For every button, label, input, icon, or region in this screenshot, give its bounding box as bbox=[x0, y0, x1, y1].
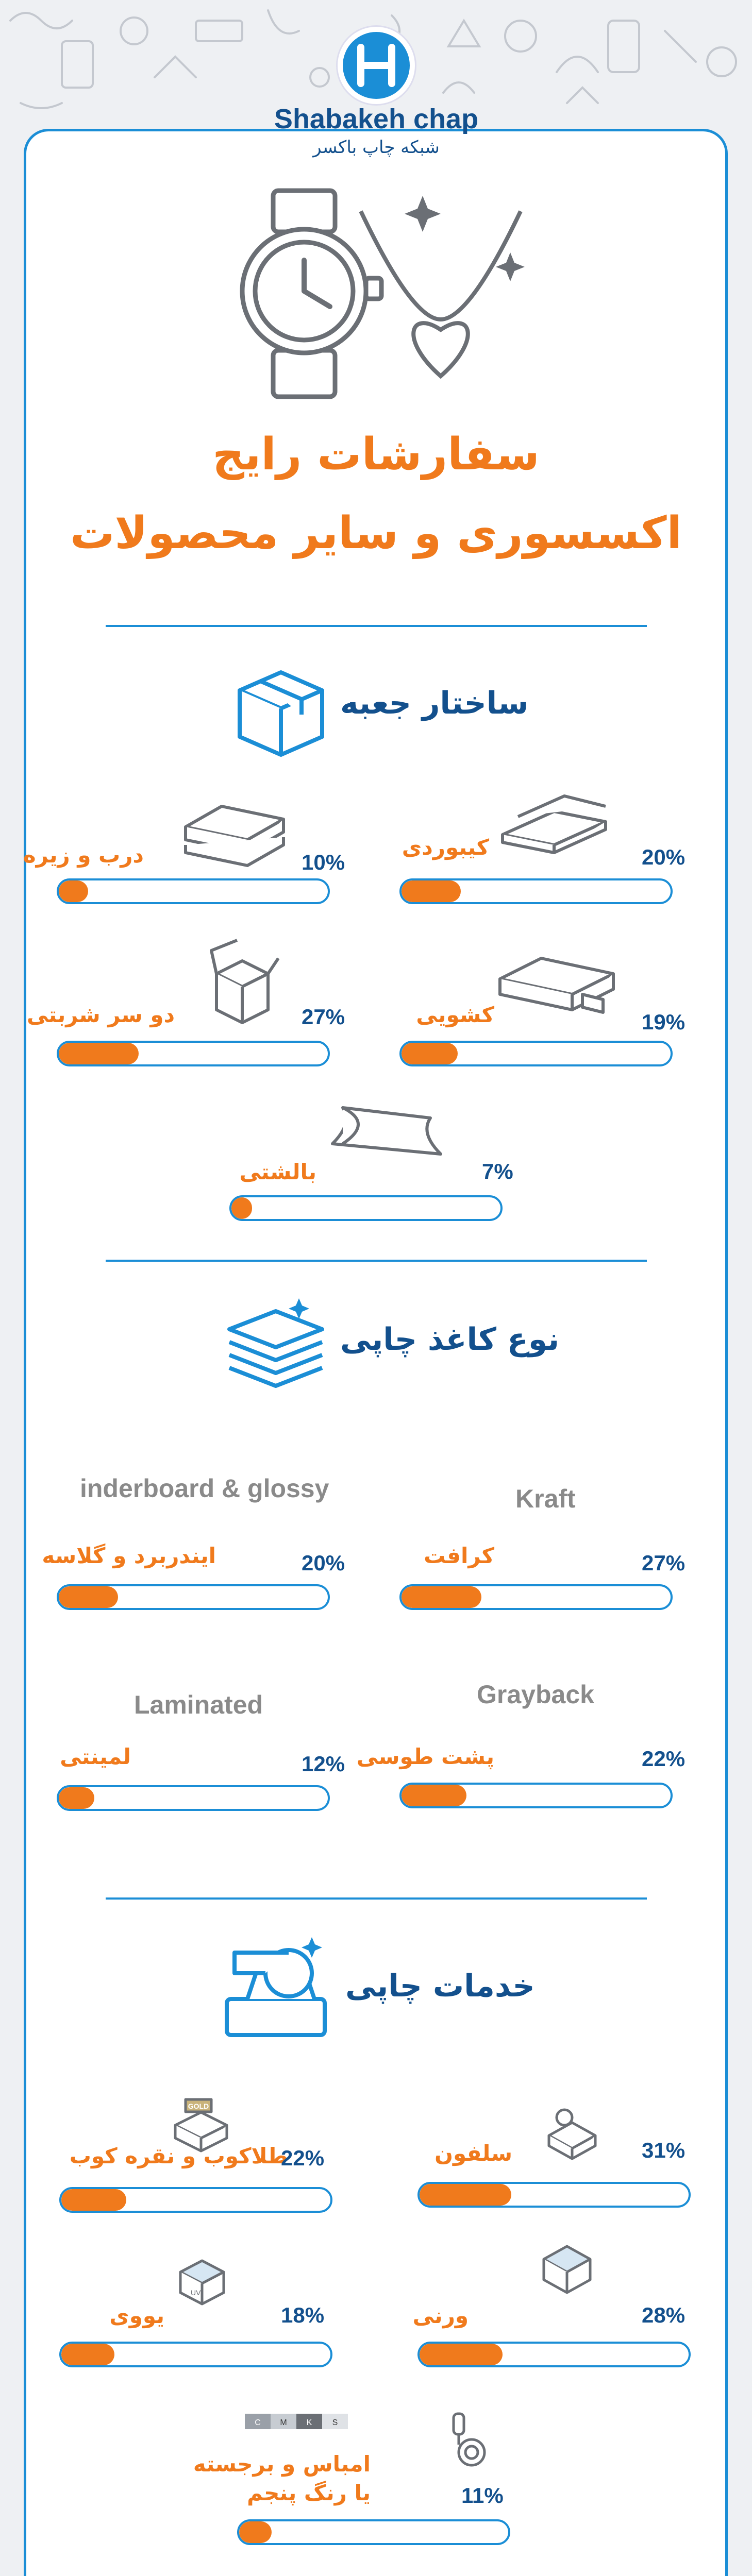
section-services-title: خدمات چاپی bbox=[345, 1968, 535, 2004]
box-item-label: کشویی bbox=[416, 1002, 494, 1027]
uv-icon bbox=[175, 2254, 229, 2308]
logo-icon bbox=[343, 32, 410, 99]
printer-icon bbox=[216, 1937, 335, 2040]
cmyk-swatch-icon bbox=[245, 2411, 348, 2432]
brand-subtitle: شبکه چاپ باکسر bbox=[313, 137, 440, 158]
progress-fill bbox=[402, 1785, 466, 1806]
progress-fill bbox=[59, 1787, 94, 1809]
box-item-percent: 20% bbox=[642, 845, 686, 869]
emboss-stamp-icon bbox=[443, 2411, 490, 2468]
service-item-percent: 28% bbox=[642, 2303, 686, 2327]
logo-badge bbox=[338, 27, 415, 104]
necklace-icon bbox=[356, 196, 546, 381]
headline-line2: اکسسوری و سایر محصولات bbox=[70, 507, 682, 559]
paper-item-label: پشت طوسی bbox=[356, 1744, 494, 1769]
service-item-percent: 31% bbox=[642, 2138, 686, 2162]
progress-bar bbox=[57, 1785, 330, 1811]
service-item-percent: 18% bbox=[281, 2303, 325, 2327]
box-item-label: درب و زیره bbox=[23, 842, 144, 868]
paper-item-label: کرافت bbox=[424, 1543, 494, 1568]
progress-bar bbox=[57, 878, 330, 904]
progress-bar bbox=[399, 1783, 673, 1808]
progress-bar bbox=[59, 2187, 332, 2213]
service-item-label-line2: یا رنگ پنجم bbox=[247, 2480, 371, 2505]
service-item-label: طلاکوب و نقره کوب bbox=[69, 2143, 288, 2168]
cellophane-icon bbox=[544, 2105, 600, 2161]
progress-bar bbox=[417, 2342, 691, 2367]
service-item-label: سلفون bbox=[435, 2141, 512, 2166]
keyboard-box-icon bbox=[497, 788, 616, 855]
layers-icon bbox=[222, 1298, 330, 1391]
progress-fill bbox=[239, 2521, 272, 2543]
pillow-box-icon bbox=[322, 1103, 451, 1164]
box-item-percent: 19% bbox=[642, 1010, 686, 1034]
progress-fill bbox=[420, 2184, 511, 2206]
svg-text:UV: UV bbox=[191, 2289, 201, 2297]
paper-english-name: Grayback bbox=[477, 1680, 594, 1709]
paper-item-label: لمینتی bbox=[60, 1744, 131, 1769]
box-item-label: کیبوردی bbox=[402, 835, 489, 860]
svg-text:S: S bbox=[332, 2418, 338, 2427]
paper-item-percent: 12% bbox=[302, 1752, 345, 1776]
paper-item-percent: 20% bbox=[302, 1551, 345, 1575]
progress-fill bbox=[59, 1043, 139, 1064]
service-item-label-line1: امباس و برجسته bbox=[193, 2451, 371, 2477]
svg-text:C: C bbox=[255, 2418, 261, 2427]
progress-fill bbox=[402, 1043, 458, 1064]
svg-text:M: M bbox=[280, 2418, 287, 2427]
progress-bar bbox=[399, 1041, 673, 1066]
progress-bar bbox=[57, 1041, 330, 1066]
section-box-title: ساختار جعبه bbox=[340, 685, 529, 721]
service-item-label: یووی bbox=[109, 2303, 164, 2328]
box-item-label: بالشتی bbox=[239, 1159, 316, 1184]
brand-name: Shabakeh chap bbox=[274, 104, 479, 134]
progress-bar bbox=[417, 2182, 691, 2208]
progress-fill bbox=[61, 2344, 114, 2365]
section-paper-title: نوع کاغذ چاپی bbox=[340, 1321, 559, 1358]
progress-bar bbox=[59, 2342, 332, 2367]
svg-text:K: K bbox=[306, 2418, 312, 2427]
divider bbox=[106, 1260, 647, 1262]
sliding-box-icon bbox=[495, 948, 619, 1020]
tuck-end-box-icon bbox=[196, 938, 283, 1025]
service-item-label bbox=[193, 2450, 371, 2507]
progress-bar bbox=[57, 1584, 330, 1610]
progress-bar bbox=[237, 2519, 510, 2545]
progress-bar bbox=[399, 878, 673, 904]
service-item-percent: 22% bbox=[281, 2146, 325, 2170]
varnish-icon bbox=[539, 2239, 595, 2295]
progress-fill bbox=[402, 1586, 481, 1608]
progress-bar bbox=[229, 1195, 503, 1221]
progress-fill bbox=[420, 2344, 503, 2365]
paper-english-name: inderboard & glossy bbox=[80, 1474, 329, 1503]
progress-fill bbox=[231, 1197, 252, 1219]
paper-item-label: ایندربرد و گلاسه bbox=[42, 1543, 216, 1568]
progress-fill bbox=[59, 880, 88, 902]
box-icon bbox=[229, 665, 327, 757]
service-item-percent: 11% bbox=[461, 2483, 504, 2507]
divider bbox=[106, 1897, 647, 1900]
progress-fill bbox=[402, 880, 461, 902]
svg-text:GOLD: GOLD bbox=[188, 2102, 209, 2110]
paper-item-percent: 22% bbox=[642, 1747, 686, 1771]
box-item-percent: 27% bbox=[302, 1005, 345, 1029]
progress-fill bbox=[59, 1586, 118, 1608]
divider bbox=[106, 625, 647, 627]
progress-fill bbox=[61, 2189, 126, 2211]
paper-item-percent: 27% bbox=[642, 1551, 686, 1575]
service-item-label: ورنی bbox=[412, 2303, 469, 2328]
paper-english-name: Laminated bbox=[134, 1690, 263, 1719]
lid-base-box-icon bbox=[175, 791, 294, 863]
headline-line1: سفارشات رایج bbox=[212, 429, 540, 480]
progress-bar bbox=[399, 1584, 673, 1610]
box-item-percent: 10% bbox=[302, 850, 345, 874]
box-item-percent: 7% bbox=[482, 1159, 513, 1183]
box-item-label: دو سر شربتی bbox=[26, 1002, 175, 1027]
paper-english-name: Kraft bbox=[515, 1484, 576, 1513]
